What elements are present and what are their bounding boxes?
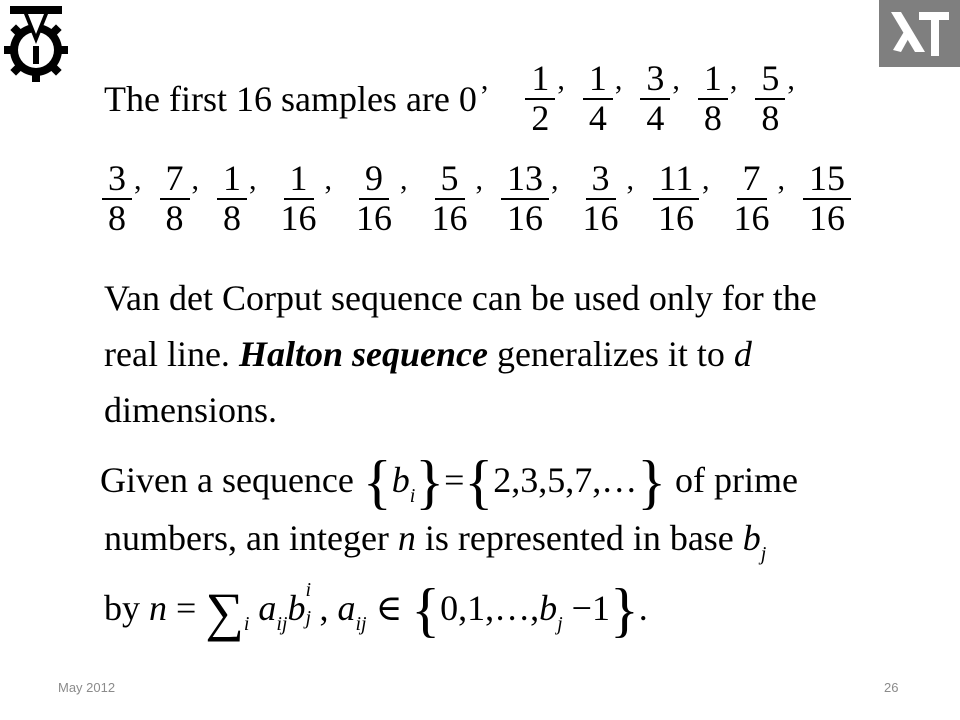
fraction-separator: , <box>249 163 257 197</box>
set-var-b: b <box>391 460 410 500</box>
fraction-separator: , <box>777 163 785 197</box>
fraction-denominator: 4 <box>588 97 607 138</box>
element-of: ∈ <box>366 588 412 628</box>
fraction-separator: , <box>702 163 710 197</box>
fraction <box>525 60 555 138</box>
var-n: n <box>397 518 416 558</box>
elem-a: a <box>337 588 356 628</box>
fraction <box>217 160 247 238</box>
samples-intro-text: The first 16 samples are <box>104 78 459 119</box>
base-b-sub: j <box>305 607 312 629</box>
fraction-numerator: 7 <box>160 160 190 200</box>
given-sequence-line: Given a sequence $\{b_i\}=\{2,3,5,7,\dots\}$ of prime <box>100 449 798 515</box>
fraction-separator: , <box>551 163 559 197</box>
fraction-separator: , <box>191 163 199 197</box>
fraction-denominator: 8 <box>165 197 184 238</box>
department-logo <box>879 0 960 67</box>
fraction <box>501 160 549 238</box>
fraction-numerator: 5 <box>755 60 785 100</box>
fraction-denominator: 16 <box>809 197 845 238</box>
zero-value: 0 <box>458 78 477 119</box>
fraction-numerator: 1 <box>284 160 314 200</box>
paragraph-line-3 <box>104 392 277 428</box>
fraction-numerator: 3 <box>586 160 616 200</box>
vdc-limitation-text: Van det Corput sequence can be used only for the <box>104 278 817 318</box>
given-text: Given a sequence <box>100 460 363 500</box>
fraction-separator: , <box>400 163 408 197</box>
fraction-denominator: 16 <box>582 197 619 238</box>
fraction <box>102 160 132 238</box>
fraction <box>160 160 190 238</box>
formula-equals: = <box>167 588 206 628</box>
coef-a: a <box>258 588 277 628</box>
line2-fractions <box>100 158 853 238</box>
generalizes-text: generalizes it to <box>487 334 734 374</box>
set-equals: = <box>444 460 465 500</box>
numbers-line <box>104 520 766 564</box>
fraction-denominator: 16 <box>658 197 694 238</box>
set-var-sub-i: i <box>409 485 416 507</box>
digit-set-b: b <box>539 588 558 628</box>
fraction-denominator: 8 <box>703 97 722 138</box>
fraction-numerator: 1 <box>525 60 555 100</box>
slide-number: 26 <box>884 680 899 695</box>
fraction-numerator: 1 <box>583 60 613 100</box>
prime-values: 2,3,5,7,… <box>493 460 638 500</box>
fraction-denominator: 8 <box>108 197 126 238</box>
fraction-denominator: 8 <box>223 197 241 238</box>
fraction <box>652 160 700 238</box>
dimensions-text: dimensions. <box>104 390 278 430</box>
fraction <box>577 160 625 238</box>
fraction <box>755 60 785 138</box>
var-b: b <box>742 518 761 558</box>
samples-line-2 <box>100 160 853 238</box>
fraction-separator: , <box>614 63 623 97</box>
fraction-separator: , <box>324 163 332 197</box>
fraction <box>583 60 613 138</box>
fraction-denominator: 16 <box>507 197 543 238</box>
elem-a-sub: ij <box>355 613 367 635</box>
fraction <box>728 160 776 238</box>
paragraph-line-2 <box>104 336 752 372</box>
fraction-denominator: 16 <box>431 197 468 238</box>
digit-set-b-sub: j <box>557 613 563 635</box>
by-text: by <box>104 588 149 628</box>
paragraph-line-1 <box>104 280 817 316</box>
fraction-numerator: 3 <box>640 60 670 100</box>
fraction-numerator: 9 <box>359 160 389 200</box>
line1-fractions <box>523 58 811 138</box>
fraction-numerator: 1 <box>217 160 247 200</box>
fraction <box>803 160 851 238</box>
sum-index: i <box>243 613 250 635</box>
fraction-denominator: 4 <box>646 97 665 138</box>
base-b: b <box>287 588 306 628</box>
fraction-separator: , <box>134 163 142 197</box>
sum-symbol: ∑ <box>205 582 244 642</box>
fraction-denominator: 16 <box>280 197 317 238</box>
fraction-denominator: 16 <box>356 197 392 238</box>
of-prime-text: of prime <box>666 460 798 500</box>
formula-period: . <box>638 588 648 628</box>
formula-comma: , <box>319 588 338 628</box>
formula-line: by $n = \sum_i$ $a_{ij}b$ i j , $a_{ij}$ ∈ $\{0,1,\dots,b_j -1\}$. <box>104 577 648 643</box>
technion-logo <box>0 0 72 88</box>
numbers-intro-text: numbers, an integer <box>104 518 398 558</box>
digit-set-end: −1 <box>562 588 610 628</box>
halton-sequence-term: Halton sequence <box>238 334 488 374</box>
fraction <box>640 60 670 138</box>
fraction-separator: , <box>729 63 738 97</box>
fraction-denominator: 16 <box>733 197 770 238</box>
represented-text: is represented in base <box>415 518 743 558</box>
coef-a-sub: ij <box>276 613 288 635</box>
fraction-numerator: 11 <box>653 160 700 200</box>
fraction-numerator: 1 <box>698 60 728 100</box>
fraction <box>275 160 323 238</box>
digit-set-start: 0,1,…, <box>440 588 540 628</box>
fraction-separator: , <box>626 163 634 197</box>
fraction <box>350 160 398 238</box>
samples-line-1: The first 16 samples are 0 , $\frac{1}{2}$ , $\frac{1}{4}$ , $\frac{3}{4}$ , $\frac{1}{8}$ , $\frac{5}{8}$ , <box>104 60 811 138</box>
fraction-separator: , <box>475 163 483 197</box>
fraction-denominator: 8 <box>761 97 780 138</box>
fraction-numerator: 7 <box>737 160 767 200</box>
fraction <box>698 60 728 138</box>
slide-date: May 2012 <box>58 680 116 695</box>
fraction <box>426 160 474 238</box>
fraction-separator: , <box>672 63 680 97</box>
fraction-separator: , <box>557 63 565 97</box>
var-b-sub-j: j <box>760 543 767 565</box>
formula-n: n <box>149 588 167 628</box>
fraction-numerator: 3 <box>102 160 132 200</box>
fraction-denominator: 2 <box>531 97 550 138</box>
fraction-numerator: 5 <box>435 160 465 200</box>
fraction-numerator: 13 <box>501 160 549 200</box>
dimension-variable: d <box>733 334 752 374</box>
fraction-separator: , <box>787 63 795 97</box>
base-b-exponent: i <box>305 579 312 601</box>
real-line-text: real line. <box>104 334 239 374</box>
fraction-numerator: 15 <box>803 160 851 200</box>
